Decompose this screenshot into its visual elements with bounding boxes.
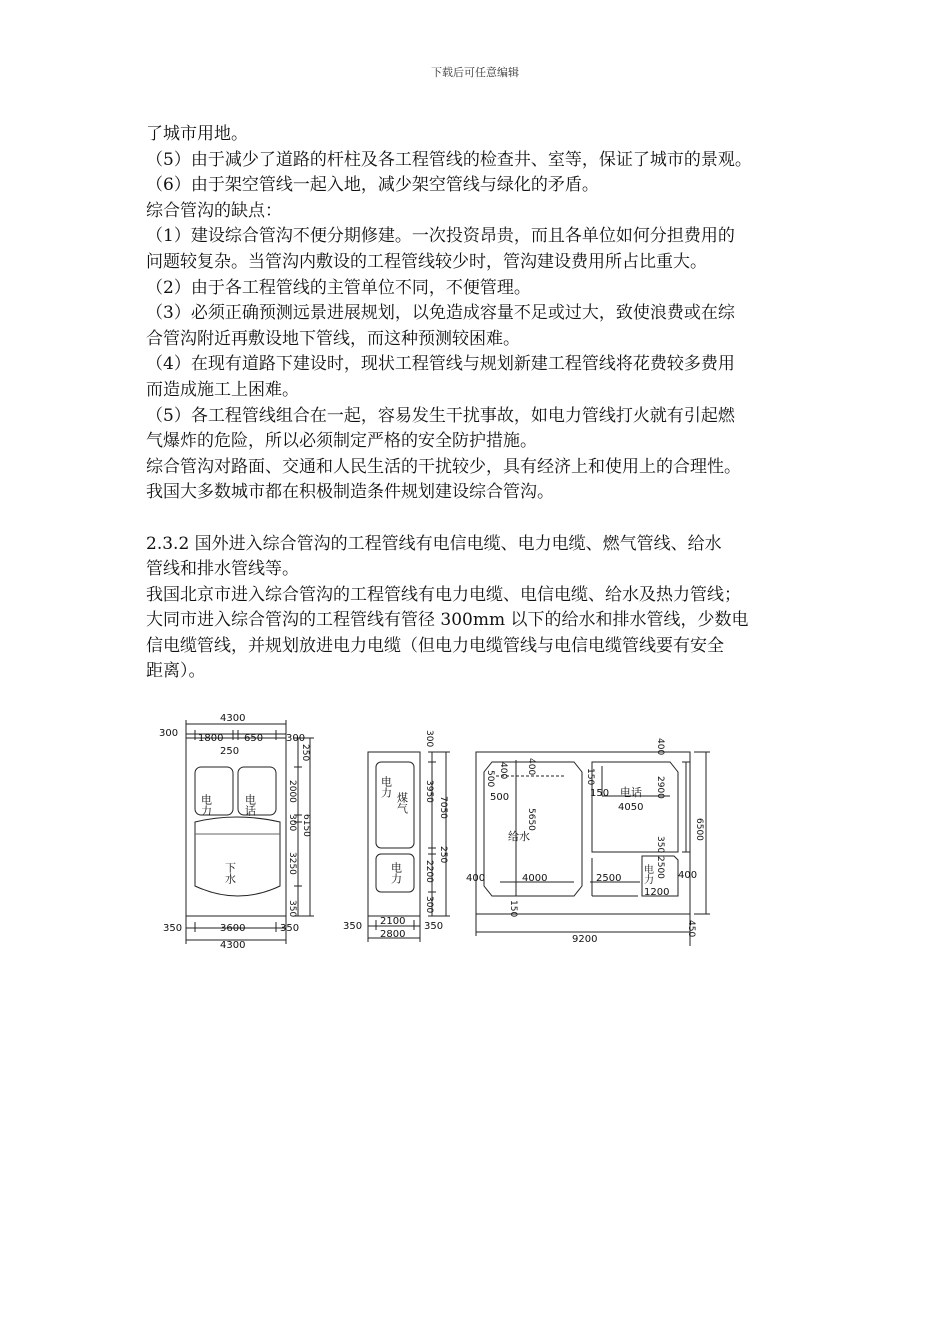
- text-line: 而造成施工上困难。: [146, 379, 299, 400]
- text-line: 了城市用地。: [146, 124, 248, 144]
- dimension-label: 350: [424, 921, 444, 932]
- compartment-label: 给水: [508, 830, 530, 843]
- dimension-label: 1200: [644, 887, 670, 898]
- compartment-label: 电力: [379, 776, 393, 798]
- dimension-label: 300: [286, 733, 306, 744]
- text-line: （5）各工程管线组合在一起，容易发生干扰事故，如电力管线打火就有引起燃: [146, 405, 735, 426]
- dimension-label: 4050: [618, 802, 644, 813]
- text-line: 我国北京市进入综合管沟的工程管线有电力电缆、电信电缆、给水及热力管线；: [146, 584, 741, 605]
- dimension-label: 2800: [380, 929, 406, 940]
- compartment-label: 电力: [641, 864, 653, 884]
- text-line: （3）必须正确预测远景进展规划，以免造成容量不足或过大，致使浪费或在综: [146, 303, 735, 324]
- dimension-label: 300: [159, 728, 179, 739]
- page-header: 下载后可任意编辑: [431, 66, 519, 79]
- compartment-label: 电话: [243, 794, 257, 816]
- dimension-label: 3950: [424, 780, 434, 803]
- paragraph-gap: [146, 506, 816, 532]
- dimension-label: 4300: [220, 713, 246, 724]
- dimension-label: 250: [438, 846, 448, 864]
- dimension-label: 400: [466, 873, 486, 884]
- dimension-label: 300: [424, 896, 434, 914]
- dimension-label: 500: [485, 770, 495, 788]
- compartment-label: 电力: [389, 862, 403, 884]
- text-line: 气爆炸的危险，所以必须制定严格的安全防护措施。: [146, 431, 537, 452]
- dimension-label: 350: [343, 921, 363, 932]
- text-line: 信电缆管线，并规划放进电力电缆（但电力电缆管线与电信电缆管线要有安全: [146, 635, 724, 656]
- dimension-label: 350: [287, 900, 297, 918]
- dimension-label: 450: [686, 920, 696, 938]
- text-line: 问题较复杂。当管沟内敷设的工程管线较少时，管沟建设费用所占比重大。: [146, 251, 707, 272]
- text-line: 我国大多数城市都在积极制造条件规划建设综合管沟。: [146, 482, 554, 503]
- dimension-label: 2500: [655, 856, 665, 879]
- dimension-label: 250: [300, 744, 310, 762]
- body-text: [146, 122, 816, 685]
- text-line: 合管沟附近再敷设地下管线，而这种预测较困难。: [146, 328, 520, 349]
- dimension-label: 650: [244, 733, 264, 744]
- dimension-label: 150: [585, 768, 595, 786]
- dimension-label: 4000: [522, 873, 548, 884]
- dimension-label: 3250: [287, 852, 297, 875]
- dimension-label: 400: [498, 762, 508, 780]
- text-line: 综合管沟的缺点：: [146, 200, 282, 221]
- text-line: （5）由于减少了道路的杆柱及各工程管线的检查井、室等，保证了城市的景观。: [146, 149, 752, 170]
- dimension-label: 9200: [572, 934, 598, 945]
- dimension-label: 3600: [220, 923, 246, 934]
- dimension-label: 2500: [596, 873, 622, 884]
- dimension-label: 1800: [198, 733, 224, 744]
- dimension-label: 2900: [655, 776, 665, 799]
- text-line: （2）由于各工程管线的主管单位不同，不便管理。: [146, 277, 531, 298]
- dimension-label: 400: [526, 758, 536, 776]
- section-a-labels: [159, 713, 311, 951]
- text-line: 2.3.2 国外进入综合管沟的工程管线有电信电缆、电力电缆、燃气管线、给水: [146, 533, 722, 554]
- utility-tunnel-cross-sections: [150, 700, 710, 960]
- compartment-label: 电力: [199, 794, 213, 816]
- dimension-label: 2000: [287, 780, 297, 803]
- text-line: 大同市进入综合管沟的工程管线有管径 300mm 以下的给水和排水管线，少数电: [146, 610, 749, 631]
- dimension-label: 150: [590, 788, 610, 799]
- dimension-label: 400: [655, 738, 665, 756]
- compartment-label: 煤气: [395, 792, 409, 814]
- dimension-label: 250: [220, 746, 240, 757]
- compartment-label: 电话: [620, 786, 642, 799]
- dimension-label: 350: [163, 923, 183, 934]
- dimension-label: 500: [490, 792, 510, 803]
- dimension-label: 6500: [694, 818, 704, 841]
- compartment-label: 下水: [223, 862, 237, 884]
- dimension-label: 5650: [526, 808, 536, 831]
- text-line: （6）由于架空管线一起入地，减少架空管线与绿化的矛盾。: [146, 175, 599, 196]
- dimension-label: 150: [508, 900, 518, 918]
- dimension-label: 2100: [380, 916, 406, 927]
- text-line: （4）在现有道路下建设时，现状工程管线与规划新建工程管线将花费较多费用: [146, 354, 735, 375]
- dimension-label: 2200: [424, 860, 434, 883]
- dimension-label: 350: [655, 836, 665, 854]
- text-line: 综合管沟对路面、交通和人民生活的干扰较少，具有经济上和使用上的合理性。: [146, 456, 741, 477]
- text-line: （1）建设综合管沟不便分期修建。一次投资昂贵，而且各单位如何分担费用的: [146, 226, 735, 247]
- dimension-label: 7050: [438, 796, 448, 819]
- dimension-label: 6150: [301, 814, 311, 837]
- dimension-label: 350: [280, 923, 300, 934]
- dimension-label: 300: [287, 814, 297, 832]
- dimension-label: 400: [678, 870, 698, 881]
- dimension-label: 300: [424, 730, 434, 748]
- text-line: 管线和排水管线等。: [146, 559, 299, 580]
- dimension-label: 4300: [220, 940, 246, 951]
- text-line: 距离）。: [146, 661, 206, 682]
